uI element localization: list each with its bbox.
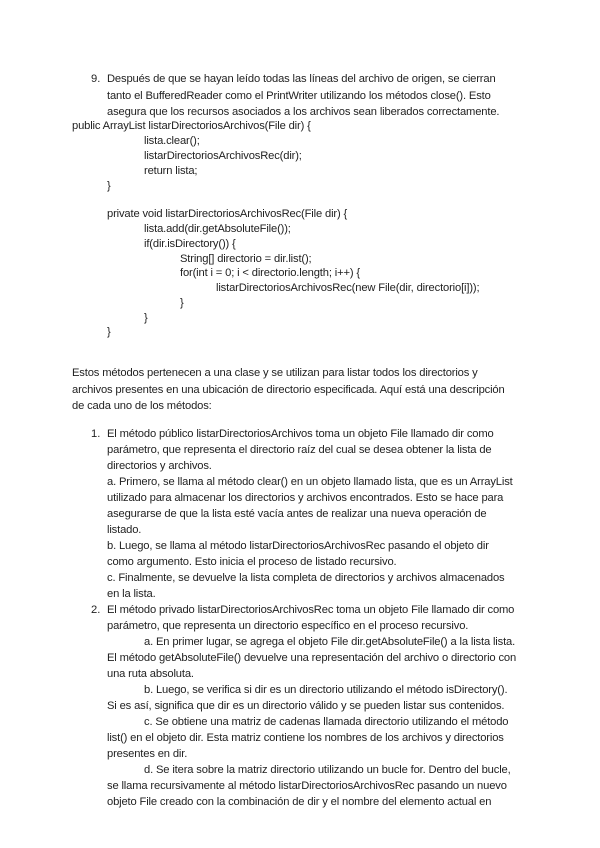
list-item-line: d. Se itera sobre la matriz directorio utilizando un bucle for. Dentro del bucle,: [144, 764, 511, 776]
list-item-line: una ruta absoluta.: [107, 668, 194, 680]
paragraph-line: tanto el BufferedReader como el PrintWriter utilizando los métodos close(). Esto: [107, 90, 491, 102]
list-item-line: c. Se obtiene una matriz de cadenas llamada directorio utilizando el método: [144, 716, 509, 728]
list-item-line: parámetro, que representa el directorio raíz del cual se desea obtener la lista de: [107, 444, 492, 456]
list-item-line: b. Luego, se verifica si dir es un directorio utilizando el método isDirectory().: [144, 684, 508, 696]
code-line: if(dir.isDirectory()) {: [144, 238, 236, 250]
paragraph-line: de cada uno de los métodos:: [72, 400, 212, 412]
paragraph-line: archivos presentes en una ubicación de directorio especificada. Aquí está una descripción: [72, 384, 505, 396]
list-number: 9.: [91, 73, 101, 85]
paragraph-line: Estos métodos pertenecen a una clase y se utilizan para listar todos los directorios y: [72, 367, 478, 379]
list-item-line: c. Finalmente, se devuelve la lista completa de directorios y archivos almacenados: [107, 572, 505, 584]
list-item-line: asegurarse de que la lista esté vacía antes de realizar una nueva operación de: [107, 508, 487, 520]
paragraph-line: Después de que se hayan leído todas las líneas del archivo de origen, se cierran: [107, 73, 496, 85]
list-item-line: El método privado listarDirectoriosArchivosRec toma un objeto File llamado dir como: [107, 604, 515, 616]
list-item-line: El método público listarDirectoriosArchivos toma un objeto File llamado dir como: [107, 428, 494, 440]
code-line: return lista;: [144, 165, 198, 177]
list-item-line: presentes en dir.: [107, 748, 188, 760]
code-line: String[] directorio = dir.list();: [180, 253, 312, 265]
list-item-line: b. Luego, se llama al método listarDirectoriosArchivosRec pasando el objeto dir: [107, 540, 489, 552]
paragraph-line: asegura que los recursos asociados a los archivos sean liberados correctamente.: [107, 106, 500, 118]
code-line: }: [107, 180, 111, 192]
list-item-line: a. En primer lugar, se agrega el objeto File dir.getAbsoluteFile() a la lista lista.: [144, 636, 516, 648]
code-line: }: [180, 297, 184, 309]
list-item-line: El método getAbsoluteFile() devuelve una representación del archivo o directorio con: [107, 652, 517, 664]
code-line: }: [144, 312, 148, 324]
list-item-line: como argumento. Esto inicia el proceso de listado recursivo.: [107, 556, 397, 568]
list-item-line: utilizado para almacenar los directorios y archivos encontrados. Esto se hace para: [107, 492, 504, 504]
list-item-line: parámetro, que representa un directorio específico en el proceso recursivo.: [107, 620, 469, 632]
list-number: 2.: [91, 604, 101, 616]
list-item-line: se llama recursivamente al método listarDirectoriosArchivosRec pasando un nuevo: [107, 780, 507, 792]
list-item-line: objeto File creado con la combinación de dir y el nombre del elemento actual en: [107, 796, 492, 808]
list-number: 1.: [91, 428, 101, 440]
code-line: for(int i = 0; i < directorio.length; i++) {: [180, 267, 360, 279]
code-line: listarDirectoriosArchivosRec(new File(dir, directorio[i]));: [216, 282, 480, 294]
code-line: public ArrayList listarDirectoriosArchivos(File dir) {: [72, 120, 311, 132]
code-line: lista.add(dir.getAbsoluteFile());: [144, 223, 291, 235]
code-line: }: [107, 326, 111, 338]
code-line: lista.clear();: [144, 135, 200, 147]
list-item-line: list() en el objeto dir. Esta matriz contiene los nombres de los archivos y directorios: [107, 732, 504, 744]
code-line: listarDirectoriosArchivosRec(dir);: [144, 150, 302, 162]
list-item-line: directorios y archivos.: [107, 460, 212, 472]
list-item-line: Si es así, significa que dir es un directorio válido y se pueden listar sus contenidos.: [107, 700, 505, 712]
list-item-line: a. Primero, se llama al método clear() en un objeto llamado lista, que es un ArrayList: [107, 476, 513, 488]
list-item-line: en la lista.: [107, 588, 156, 600]
code-line: private void listarDirectoriosArchivosRec(File dir) {: [107, 208, 348, 220]
list-item-line: listado.: [107, 524, 142, 536]
